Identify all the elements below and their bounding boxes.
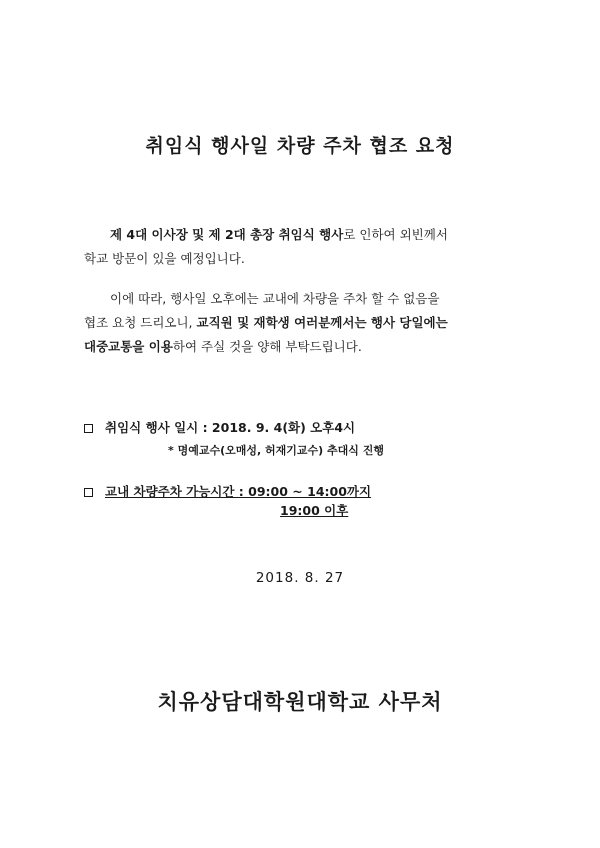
intro-paragraph	[84, 223, 520, 271]
request-plain-text: 협조 요청 드리오니,	[84, 315, 197, 330]
parking-time-text: 교내 차량주차 가능시간 : 09:00 ~ 14:00까지	[105, 484, 372, 499]
intro-line-1	[84, 223, 520, 247]
event-datetime-item	[84, 418, 355, 436]
request-bold-text: 교직원 및 재학생 여러분께서는 행사 당일에는	[196, 315, 448, 330]
checkbox-bullet-icon	[84, 424, 93, 433]
intro-bold-text: 제 4대 이사장 및 제 2대 총장 취임식 행사	[110, 227, 344, 242]
intro-line-2: 학교 방문이 있을 예정입니다.	[84, 251, 245, 266]
request-line-3	[84, 335, 520, 359]
event-datetime-text: 취임식 행사 일시 : 2018. 9. 4(화) 오후4시	[105, 420, 356, 435]
document-date: 2018. 8. 27	[255, 570, 345, 586]
request-line-1: 이에 따라, 행사일 오후에는 교내에 차량을 주차 할 수 없음을	[110, 291, 440, 306]
sender-name: 치유상담대학원대학교 사무처	[157, 690, 443, 714]
request-line-2	[84, 311, 520, 335]
request-paragraph	[84, 287, 520, 359]
document-title: 취임식 행사일 차량 주차 협조 요청	[145, 135, 455, 157]
event-note: * 명예교수(오매성, 허재기교수) 추대식 진행	[168, 444, 384, 457]
intro-rest-text: 로 인하여 외빈께서	[343, 227, 448, 242]
parking-time-item	[84, 482, 371, 500]
parking-time-continuation: 19:00 이후	[280, 503, 349, 518]
transit-rest-text: 하여 주실 것을 양해 부탁드립니다.	[172, 339, 362, 354]
transit-bold-text: 대중교통을 이용	[84, 339, 173, 354]
checkbox-bullet-icon	[84, 488, 93, 497]
